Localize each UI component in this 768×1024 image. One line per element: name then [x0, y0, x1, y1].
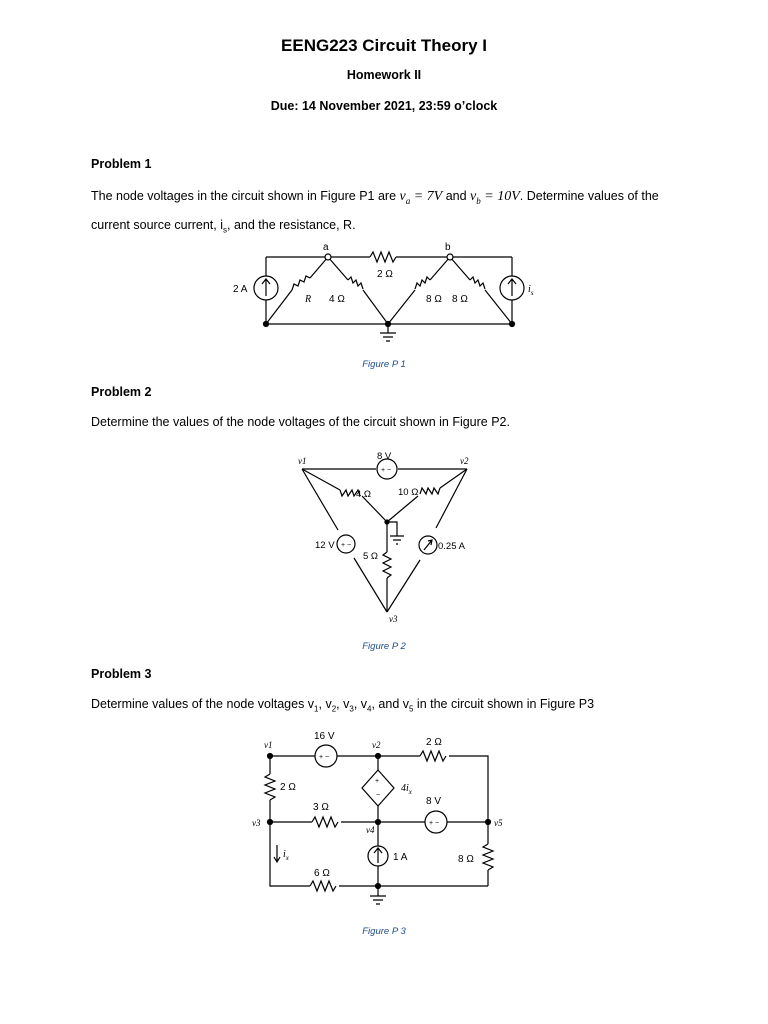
p2-v1-label: v1: [298, 456, 307, 466]
p2-10ohm-label: 10 Ω: [398, 487, 419, 498]
p2-4ohm-label: 4 Ω: [356, 489, 372, 500]
p1-8ohm-a-label: 8 Ω: [426, 294, 442, 305]
document-title: EENG223 Circuit Theory I: [281, 36, 487, 55]
homework-label: Homework II: [346, 68, 422, 82]
p3-1a-label: 1 A: [393, 852, 408, 863]
p2-v2-label: v2: [460, 456, 469, 466]
due-date: Due: 14 November 2021, 23:59 o’clock: [270, 99, 498, 113]
p3-v1-label: v1: [264, 740, 273, 750]
problem1-heading: Problem 1: [91, 157, 152, 171]
p3-v2-label: v2: [372, 740, 381, 750]
figure-p1-caption: Figure P 1: [362, 359, 406, 370]
problem2-text: Determine the values of the node voltages of the circuit shown in Figure P2.: [91, 415, 510, 429]
p3-2ohm-top-label: 2 Ω: [426, 737, 442, 748]
p3-6ohm-label: 6 Ω: [314, 868, 330, 879]
figure-p3-caption: Figure P 3: [362, 926, 406, 937]
p2-12v-polarity: + −: [341, 542, 352, 549]
problem3-heading: Problem 3: [91, 667, 152, 681]
figure-p2-caption: Figure P 2: [362, 641, 406, 652]
p1-is-label: $i_s$: [528, 284, 534, 297]
p3-dep-minus: −: [376, 792, 381, 799]
p3-16v-label: 16 V: [314, 731, 335, 742]
p2-5ohm-label: 5 Ω: [363, 551, 379, 562]
p2-025a-label: 0.25 A: [438, 541, 465, 552]
p2-v3-label: v3: [389, 614, 398, 624]
problem2-heading: Problem 2: [91, 385, 152, 399]
p1-node-a: a: [323, 242, 329, 253]
p2-8v-polarity: + −: [381, 467, 392, 474]
p3-v4-label: v4: [366, 825, 375, 835]
p1-4ohm-label: 4 Ω: [329, 294, 345, 305]
p3-16v-polarity: + −: [319, 754, 330, 761]
p3-v3-label: v3: [252, 818, 261, 828]
problem1-text: The node voltages in the circuit shown in Figure P1 are $v_a = 7V$ and $v_b = 10V$. Determine values of the current source current, $i_s$, and the resistance, R.: [91, 189, 659, 235]
p2-12v-label: 12 V: [315, 540, 335, 551]
p1-node-b: b: [445, 242, 451, 253]
p1-2a-label: 2 A: [233, 284, 248, 295]
p3-dep-label: $4i_x$: [401, 783, 412, 796]
p1-8ohm-b-label: 8 Ω: [452, 294, 468, 305]
p1-r-label: R: [305, 294, 312, 305]
p2-8v-label: 8 V: [377, 451, 392, 462]
p3-3ohm-label: 3 Ω: [313, 802, 329, 813]
p1-2ohm-label: 2 Ω: [377, 269, 393, 280]
problem3-text: Determine values of the node voltages $v_1$, $v_2$, $v_3$, $v_4$, and $v_5$ in the circuit shown in Figure P3: [91, 697, 595, 714]
p3-v5-label: v5: [494, 818, 503, 828]
p3-8v-label: 8 V: [426, 796, 442, 807]
p3-2ohm-left-label: 2 Ω: [280, 782, 296, 793]
p3-8ohm-label: 8 Ω: [458, 854, 474, 865]
p3-dep-plus: +: [375, 778, 380, 785]
p3-ix-label: $i_x$: [283, 849, 289, 862]
p3-8v-polarity: + −: [429, 820, 440, 827]
